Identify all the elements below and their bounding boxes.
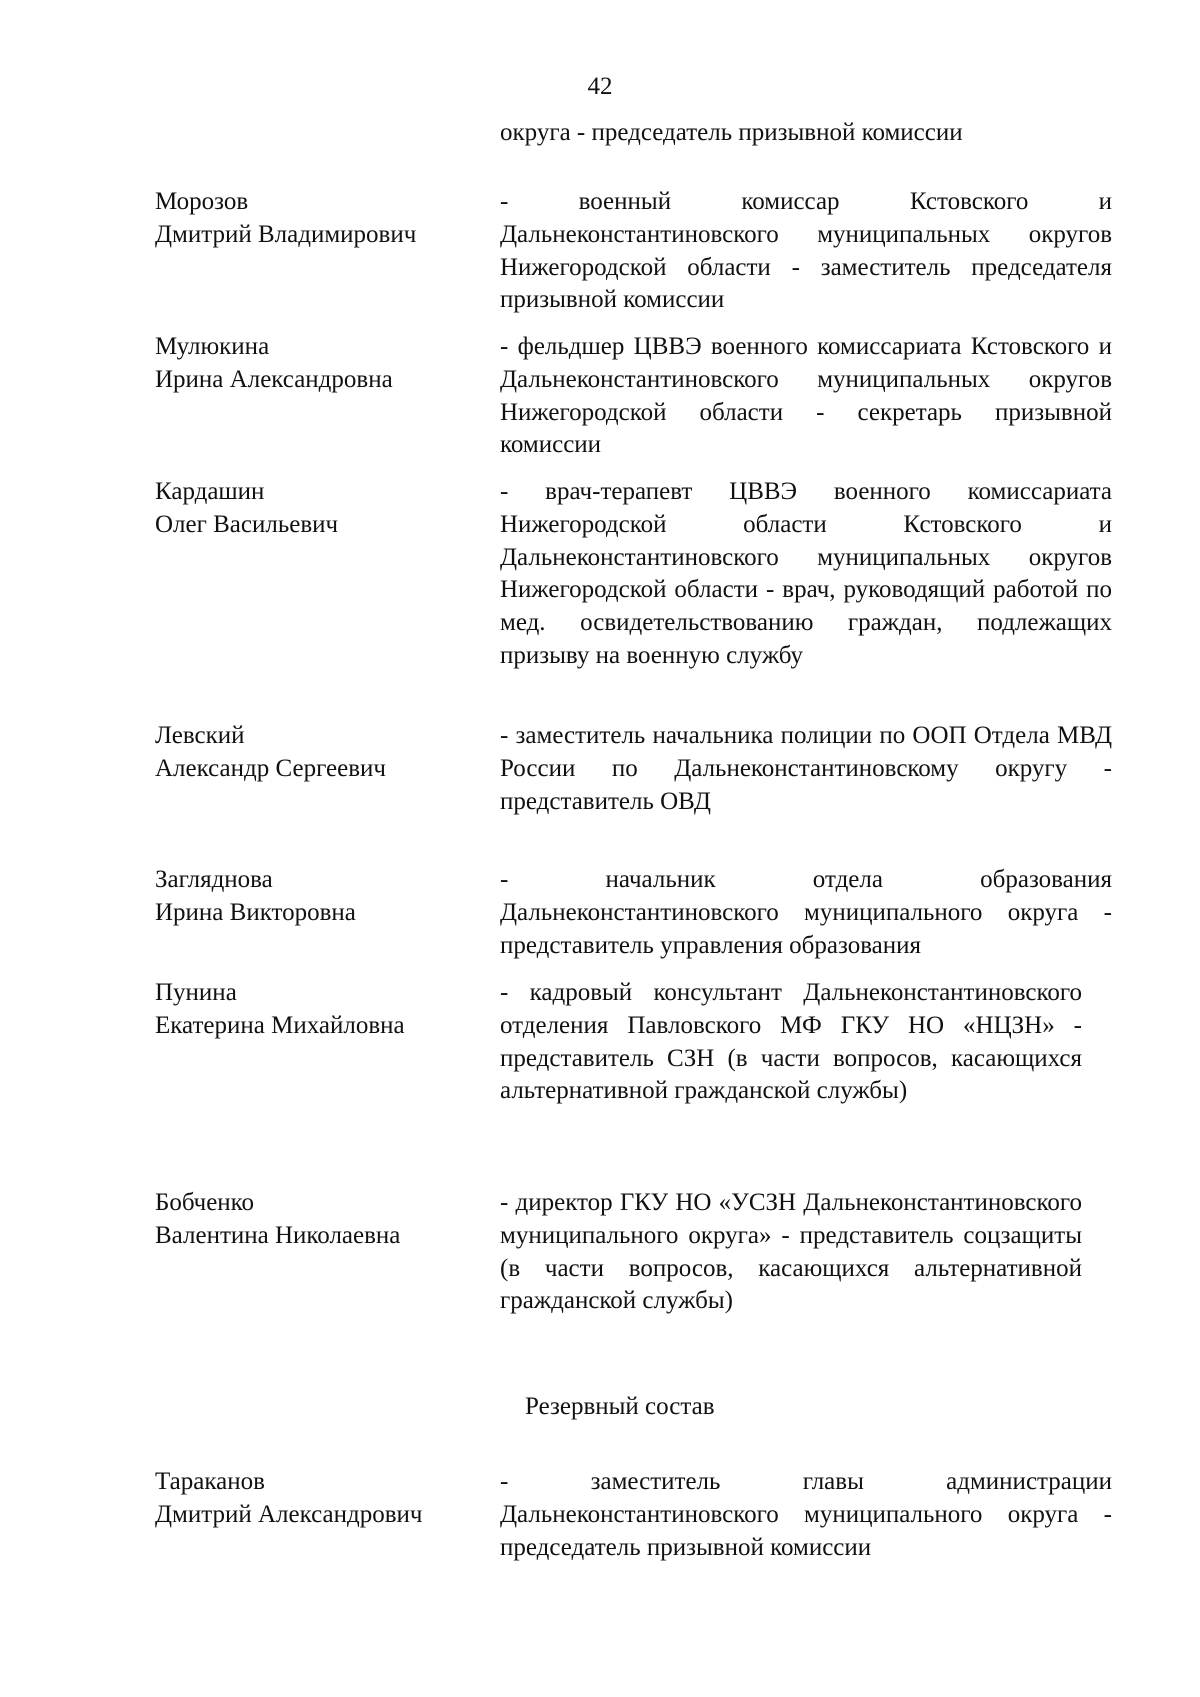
member-position: - кадровый консультант Дальнеконстантиновского отделения Павловского МФ ГКУ НО «НЦЗН» - представитель СЗН (в части вопросов, касающихся альтернативной гражданской службы) [500, 979, 1082, 1105]
member-name [155, 864, 500, 962]
member-surname: Морозов [155, 188, 249, 215]
member-position: - заместитель главы администрации Дальнеконстантиновского муниципального округа - председатель призывной комиссии [500, 1468, 1112, 1561]
member-entry-bobchenko [155, 1187, 1112, 1318]
continuation-text: округа - председатель призывной комиссии [500, 119, 963, 146]
reserve-section-title: Резервный состав [525, 1393, 715, 1420]
member-given-names: Дмитрий Александрович [155, 1500, 423, 1528]
member-entry-punina [155, 977, 1112, 1108]
member-name [155, 977, 500, 1108]
member-position: - военный комиссар Кстовского и Дальнеконстантиновского муниципальных округов Нижегородской области - заместитель председателя призывной комиссии [500, 188, 1112, 314]
member-entry-zaglyadnova [155, 864, 1112, 962]
member-position: - заместитель начальника полиции по ООП Отдела МВД России по Дальнеконстантиновскому округу - представитель ОВД [500, 722, 1112, 815]
member-surname: Пунина [155, 979, 237, 1006]
member-given-names: Александр Сергеевич [155, 754, 386, 782]
member-entry-kardashin [155, 476, 1112, 673]
member-entry-mulyukina [155, 331, 1112, 462]
member-surname: Кардашин [155, 478, 265, 505]
member-given-names: Олег Васильевич [155, 510, 339, 538]
member-name [155, 186, 500, 317]
member-name [155, 1466, 500, 1564]
member-surname: Загляднова [155, 866, 273, 893]
member-name [155, 476, 500, 673]
member-given-names: Дмитрий Владимирович [155, 220, 417, 248]
member-surname: Бобченко [155, 1189, 255, 1216]
member-position: - начальник отдела образования Дальнеконстантиновского муниципального округа - представитель управления образования [500, 866, 1112, 959]
member-entry-morozov [155, 186, 1112, 317]
member-entry-tarakanov [155, 1466, 1112, 1564]
member-name [155, 1187, 500, 1318]
member-given-names: Валентина Николаевна [155, 1221, 401, 1249]
member-surname: Левский [155, 722, 245, 749]
member-given-names: Екатерина Михайловна [155, 1011, 405, 1039]
member-position: - директор ГКУ НО «УСЗН Дальнеконстантиновского муниципального округа» - представитель соцзащиты (в части вопросов, касающихся альтернативной гражданской службы) [500, 1189, 1082, 1315]
member-position: - врач-терапевт ЦВВЭ военного комиссариата Нижегородской области Кстовского и Дальнеконстантиновского муниципальных округов Нижегородской области - врач, руководящий работой по мед. освидетельствованию граждан, подлежащих призыву на военную службу [500, 478, 1112, 669]
member-name [155, 720, 500, 818]
member-given-names: Ирина Александровна [155, 365, 393, 393]
page-number: 42 [587, 73, 613, 100]
member-position: - фельдшер ЦВВЭ военного комиссариата Кстовского и Дальнеконстантиновского муниципальных округов Нижегородской области - секретарь призывной комиссии [500, 333, 1112, 459]
member-entry-levskiy [155, 720, 1112, 818]
member-surname: Тараканов [155, 1468, 265, 1495]
member-surname: Мулюкина [155, 333, 270, 360]
member-given-names: Ирина Викторовна [155, 898, 356, 926]
member-name [155, 331, 500, 462]
